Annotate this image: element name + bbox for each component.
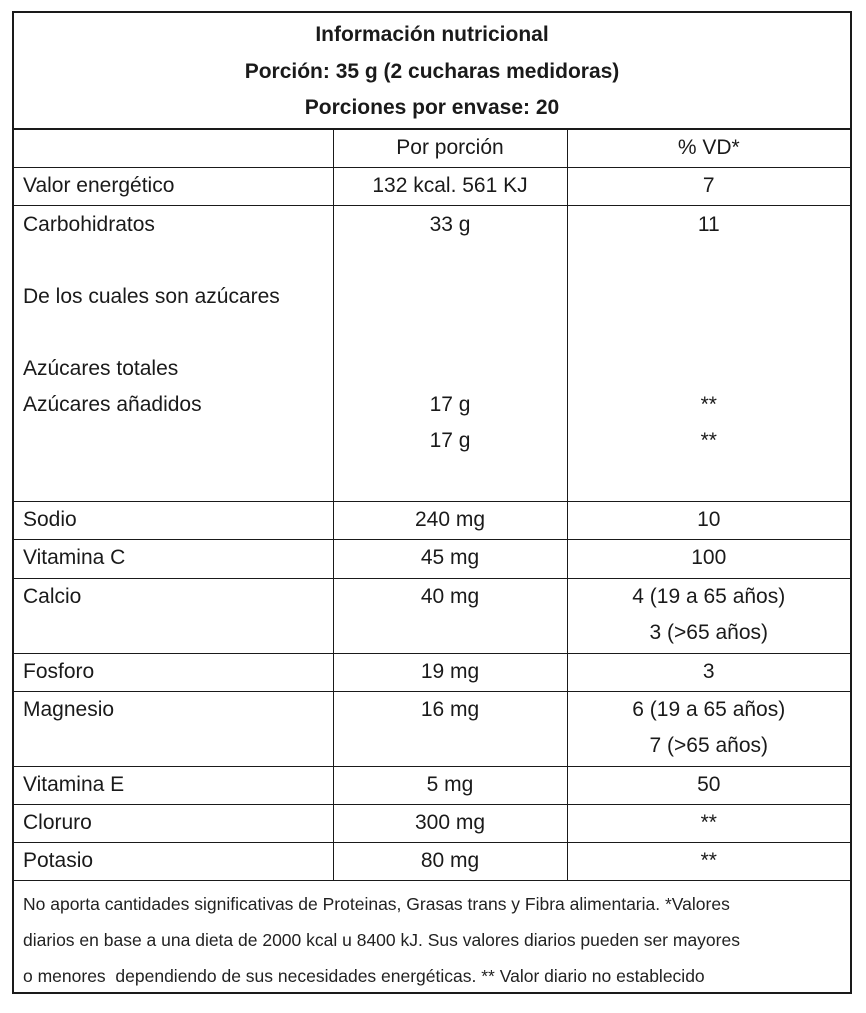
table-row — [14, 579, 850, 654]
nutrient-name: Magnesio — [14, 692, 333, 767]
nutrient-name: Azúcares añadidos — [23, 393, 202, 416]
servings-per-container: Porciones por envase: 20 — [304, 96, 560, 119]
nutrient-amount: 40 mg — [333, 579, 567, 654]
nutrient-amount: 16 mg — [333, 692, 567, 767]
nutrient-amount: 19 mg — [333, 654, 567, 692]
nutrient-amount: 45 mg — [333, 540, 567, 579]
table-row — [14, 692, 850, 767]
table-row — [14, 502, 850, 540]
table-row — [14, 168, 850, 206]
nutrient-dv: 3 (>65 años) — [649, 621, 768, 644]
table-header-row — [14, 130, 850, 168]
nutrient-amount: 17 g — [429, 429, 471, 452]
nutrient-name: Vitamina C — [14, 540, 333, 579]
nutrient-dv: 10 — [567, 502, 850, 540]
table-row — [14, 843, 850, 881]
footnote-line: No aporta cantidades significativas de Proteinas, Grasas trans y Fibra alimentaria. *Valores — [23, 894, 730, 914]
nutrient-dv: 6 (19 a 65 años) — [632, 698, 786, 721]
nutrient-name: Sodio — [14, 502, 333, 540]
nutrient-dv: 7 — [567, 168, 850, 206]
carbs-dv-cell — [567, 206, 850, 502]
sugars-subheading: De los cuales son azúcares — [23, 285, 280, 308]
nutrition-header — [14, 13, 850, 129]
nutrient-dv-cell — [567, 692, 850, 767]
nutrient-name: Calcio — [14, 579, 333, 654]
nutrition-facts-panel — [12, 11, 852, 994]
footnote — [14, 879, 850, 992]
nutrient-dv: ** — [567, 805, 850, 843]
nutrient-amount: 80 mg — [333, 843, 567, 881]
nutrition-title: Información nutricional — [315, 23, 549, 46]
nutrient-name: Carbohidratos — [23, 213, 155, 236]
empty-header-cell — [14, 130, 333, 168]
footnote-line: o menores dependiendo de sus necesidades energéticas. ** Valor diario no establecido — [23, 966, 705, 986]
serving-size: Porción: 35 g (2 cucharas medidoras) — [244, 60, 620, 83]
nutrient-dv: ** — [700, 393, 717, 416]
column-header-dv: % VD* — [567, 130, 850, 168]
nutrient-dv: 4 (19 a 65 años) — [632, 585, 786, 608]
nutrient-dv: ** — [567, 843, 850, 881]
nutrient-name: Azúcares totales — [23, 357, 179, 380]
table-row — [14, 767, 850, 805]
nutrient-dv-cell — [567, 579, 850, 654]
nutrient-dv: 11 — [697, 213, 720, 236]
table-row — [14, 654, 850, 692]
nutrition-table — [14, 129, 850, 881]
nutrient-dv: 7 (>65 años) — [649, 734, 768, 757]
nutrient-name: Fosforo — [14, 654, 333, 692]
nutrient-dv: 100 — [567, 540, 850, 579]
nutrient-amount: 17 g — [429, 393, 471, 416]
nutrient-name: Potasio — [14, 843, 333, 881]
nutrient-amount: 240 mg — [333, 502, 567, 540]
footnote-line: diarios en base a una dieta de 2000 kcal u 8400 kJ. Sus valores diarios pueden ser mayores — [23, 930, 740, 950]
nutrient-name: Vitamina E — [14, 767, 333, 805]
carbs-name-cell — [14, 206, 333, 502]
nutrient-amount: 33 g — [429, 213, 471, 236]
column-header-per-serving: Por porción — [333, 130, 567, 168]
nutrient-name: Valor energético — [14, 168, 333, 206]
table-row — [14, 540, 850, 579]
nutrient-name: Cloruro — [14, 805, 333, 843]
nutrient-dv: ** — [700, 429, 717, 452]
table-row — [14, 805, 850, 843]
nutrient-amount: 132 kcal. 561 KJ — [333, 168, 567, 206]
carbs-amount-cell — [333, 206, 567, 502]
nutrient-dv: 3 — [567, 654, 850, 692]
nutrient-amount: 300 mg — [333, 805, 567, 843]
table-row — [14, 206, 850, 502]
nutrient-dv: 50 — [567, 767, 850, 805]
nutrient-amount: 5 mg — [333, 767, 567, 805]
